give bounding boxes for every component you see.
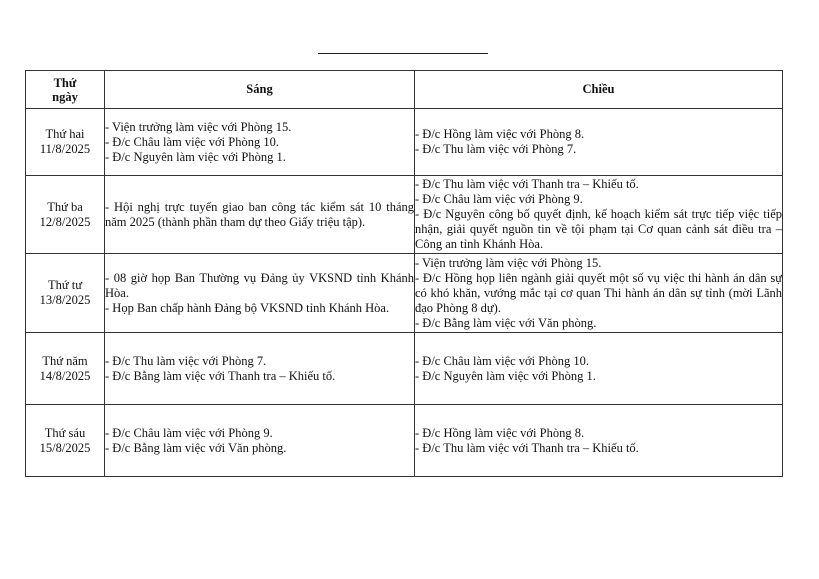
table-row [26,333,783,405]
header-afternoon: Chiều [415,71,783,109]
task-item: - Hội nghị trực tuyến giao ban công tác kiểm sát 10 tháng năm 2025 (thành phần tham dự theo Giấy triệu tập). [105,199,414,229]
header-morning: Sáng [105,71,415,109]
morning-cell [105,176,415,254]
table-row [26,109,783,176]
task-item: - Đ/c Hồng làm việc với Phòng 8. [415,127,585,141]
afternoon-cell [415,254,783,333]
weekday: Thứ sáu [44,425,86,440]
task-item: - Đ/c Châu làm việc với Phòng 9. [415,192,583,206]
task-item: - Viện trưởng làm việc với Phòng 15. [105,119,292,134]
day-cell [26,254,105,333]
afternoon-cell [415,109,783,176]
weekly-schedule-table [25,70,783,477]
task-item: - Đ/c Bằng làm việc với Thanh tra – Khiếu tố. [105,368,336,383]
weekday: Thứ hai [45,127,85,141]
title-underline [318,53,488,54]
task-item: - Đ/c Châu làm việc với Phòng 10. [415,353,589,368]
morning-cell [105,109,415,176]
morning-cell [105,405,415,477]
date: 14/8/2025 [39,368,91,383]
task-item: - Đ/c Thu làm việc với Phòng 7. [105,353,267,368]
afternoon-cell [415,176,783,254]
header-row [26,71,783,109]
morning-cell [105,254,415,333]
task-item: - Đ/c Châu làm việc với Phòng 10. [105,134,279,149]
table-row [26,176,783,254]
task-item: - Đ/c Bằng làm việc với Văn phòng. [105,440,287,455]
task-item: - Đ/c Nguyên công bố quyết định, kế hoạch kiểm sát trực tiếp việc tiếp nhận, giải quyết nguồn tin về tội phạm tại Cơ quan cảnh sát điều tra – Công an tỉnh Khánh Hòa. [415,207,782,251]
table-row [26,405,783,477]
afternoon-cell [415,405,783,477]
weekday: Thứ năm [42,353,88,368]
day-cell [26,109,105,176]
task-item: - Đ/c Thu làm việc với Phòng 7. [415,142,577,156]
task-item: - Đ/c Châu làm việc với Phòng 9. [105,425,273,440]
day-cell [26,176,105,254]
weekday: Thứ tư [47,278,83,292]
day-cell [26,405,105,477]
afternoon-cell [415,333,783,405]
task-item: - Đ/c Thu làm việc với Thanh tra – Khiếu tố. [415,177,639,191]
task-item: - 08 giờ họp Ban Thường vụ Đảng ủy VKSND tỉnh Khánh Hòa. [105,270,414,300]
date: 11/8/2025 [39,142,91,156]
task-item: - Đ/c Nguyên làm việc với Phòng 1. [105,149,286,164]
task-item: - Họp Ban chấp hành Đảng bộ VKSND tỉnh Khánh Hòa. [105,300,390,315]
date: 15/8/2025 [39,440,91,455]
task-item: - Đ/c Nguyên làm việc với Phòng 1. [415,368,596,383]
task-item: - Đ/c Thu làm việc với Thanh tra – Khiếu tố. [415,440,639,455]
day-cell [26,333,105,405]
task-item: - Viện trưởng làm việc với Phòng 15. [415,255,602,270]
date: 12/8/2025 [39,214,91,229]
weekday: Thứ ba [47,199,83,214]
date: 13/8/2025 [39,293,91,307]
morning-cell [105,333,415,405]
task-item: - Đ/c Hồng làm việc với Phòng 8. [415,425,585,440]
header-day: Thứ ngày [26,71,105,109]
table-row [26,254,783,333]
task-item: - Đ/c Bằng làm việc với Văn phòng. [415,315,597,330]
task-item: - Đ/c Hồng họp liên ngành giải quyết một số vụ việc thi hành án dân sự có khó khăn, vướng mắc tại cơ quan Thi hành án dân sự tỉnh (mời Lãnh đạo Phòng 8 dự). [415,270,782,315]
